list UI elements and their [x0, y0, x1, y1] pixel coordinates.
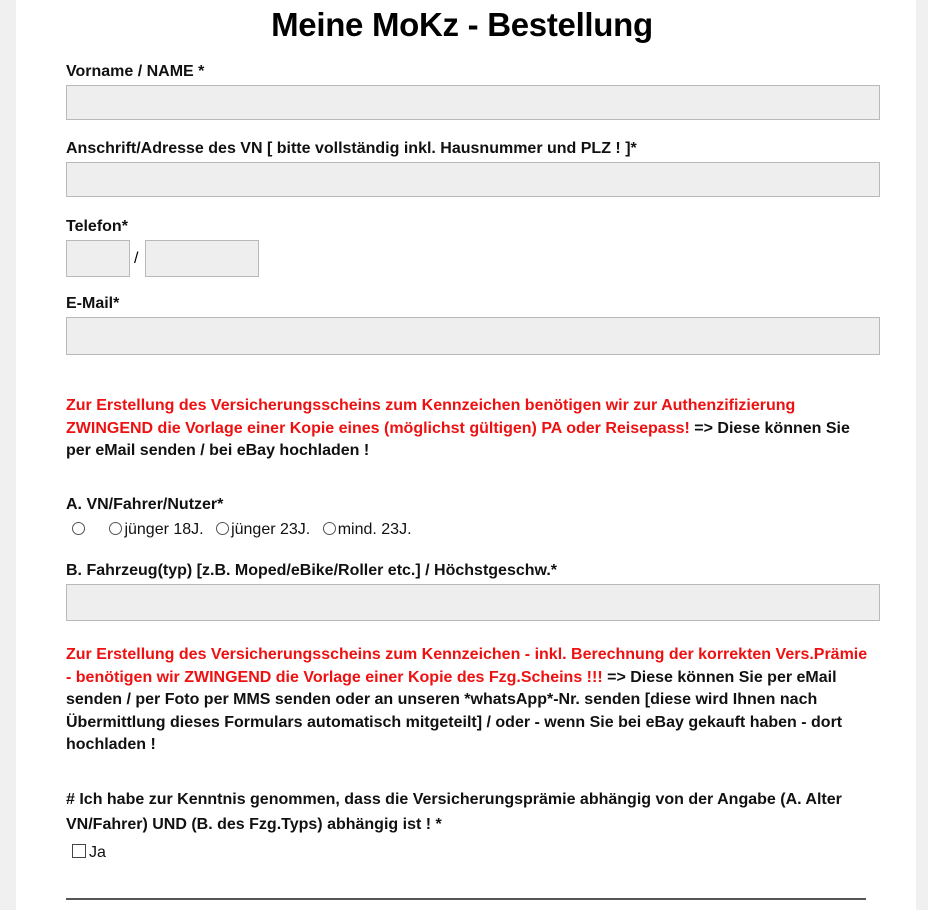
phone-number-input[interactable]	[145, 240, 259, 277]
divider	[66, 898, 866, 900]
acknowledgement-label: # Ich habe zur Kenntnis genommen, dass die Versicherungsprämie abhängig von der Angabe (A. Alter VN/Fahrer) UND (B. des Fzg.Typs) abhängig ist ! *	[66, 791, 842, 833]
vehicle-doc-notice	[66, 644, 876, 757]
acknowledgement-checkbox[interactable]: Ja	[72, 844, 106, 862]
radio-button[interactable]	[216, 522, 229, 535]
phone-label: Telefon*	[66, 218, 128, 235]
email-input[interactable]	[66, 317, 880, 355]
vehicle-input[interactable]	[66, 584, 880, 621]
radio-option-under-23[interactable]: jünger 23J.	[216, 521, 310, 538]
address-input[interactable]	[66, 162, 880, 197]
radio-option-empty[interactable]	[72, 521, 87, 538]
vehicle-label: B. Fahrzeug(typ) [z.B. Moped/eBike/Roller etc.] / Höchstgeschw.*	[66, 562, 558, 579]
radio-button[interactable]	[72, 522, 85, 535]
form-page	[16, 0, 916, 910]
id-notice	[66, 395, 876, 463]
radio-option-min-23[interactable]: mind. 23J.	[323, 521, 412, 538]
phone-separator: /	[134, 250, 139, 267]
address-label: Anschrift/Adresse des VN [ bitte vollständig inkl. Hausnummer und PLZ ! ]*	[66, 140, 637, 157]
driver-radio-group	[72, 521, 420, 539]
vehicle-doc-notice-red: Zur Erstellung des Versicherungsscheins zum Kennzeichen - inkl. Berechnung der korrekten Vers.Prämie - benötigen wir ZWINGEND die Vorlage einer Kopie des Fzg.Scheins !!!	[66, 646, 868, 686]
id-notice-text: => Diese können Sie per eMail senden / bei eBay hochladen !	[66, 419, 850, 460]
name-label: Vorname / NAME *	[66, 63, 205, 80]
radio-button[interactable]	[323, 522, 336, 535]
id-notice-red: Zur Erstellung des Versicherungsscheins zum Kennzeichen benötigen wir zur Authenzifizierung ZWINGEND die Vorlage einer Kopie eines (möglichst gültigen) PA oder Reisepass!	[66, 397, 796, 437]
vehicle-doc-notice-text: => Diese können Sie per eMail senden / per Foto per MMS senden oder an unseren *whatsApp*-Nr. senden [diese wird Ihnen nach Übermittlung dieses Formulars automatisch mitgeteilt] / oder - wenn Sie bei eBay gekauft haben - dort hochladen !	[66, 668, 843, 754]
phone-prefix-input[interactable]	[66, 240, 130, 277]
email-label: E-Mail*	[66, 295, 120, 312]
page-title: Meine MoKz - Bestellung	[271, 6, 653, 43]
name-input[interactable]	[66, 85, 880, 120]
radio-option-under-18[interactable]: jünger 18J.	[109, 521, 203, 538]
checkbox[interactable]	[72, 844, 86, 858]
radio-button[interactable]	[109, 522, 122, 535]
driver-label: A. VN/Fahrer/Nutzer*	[66, 496, 224, 513]
